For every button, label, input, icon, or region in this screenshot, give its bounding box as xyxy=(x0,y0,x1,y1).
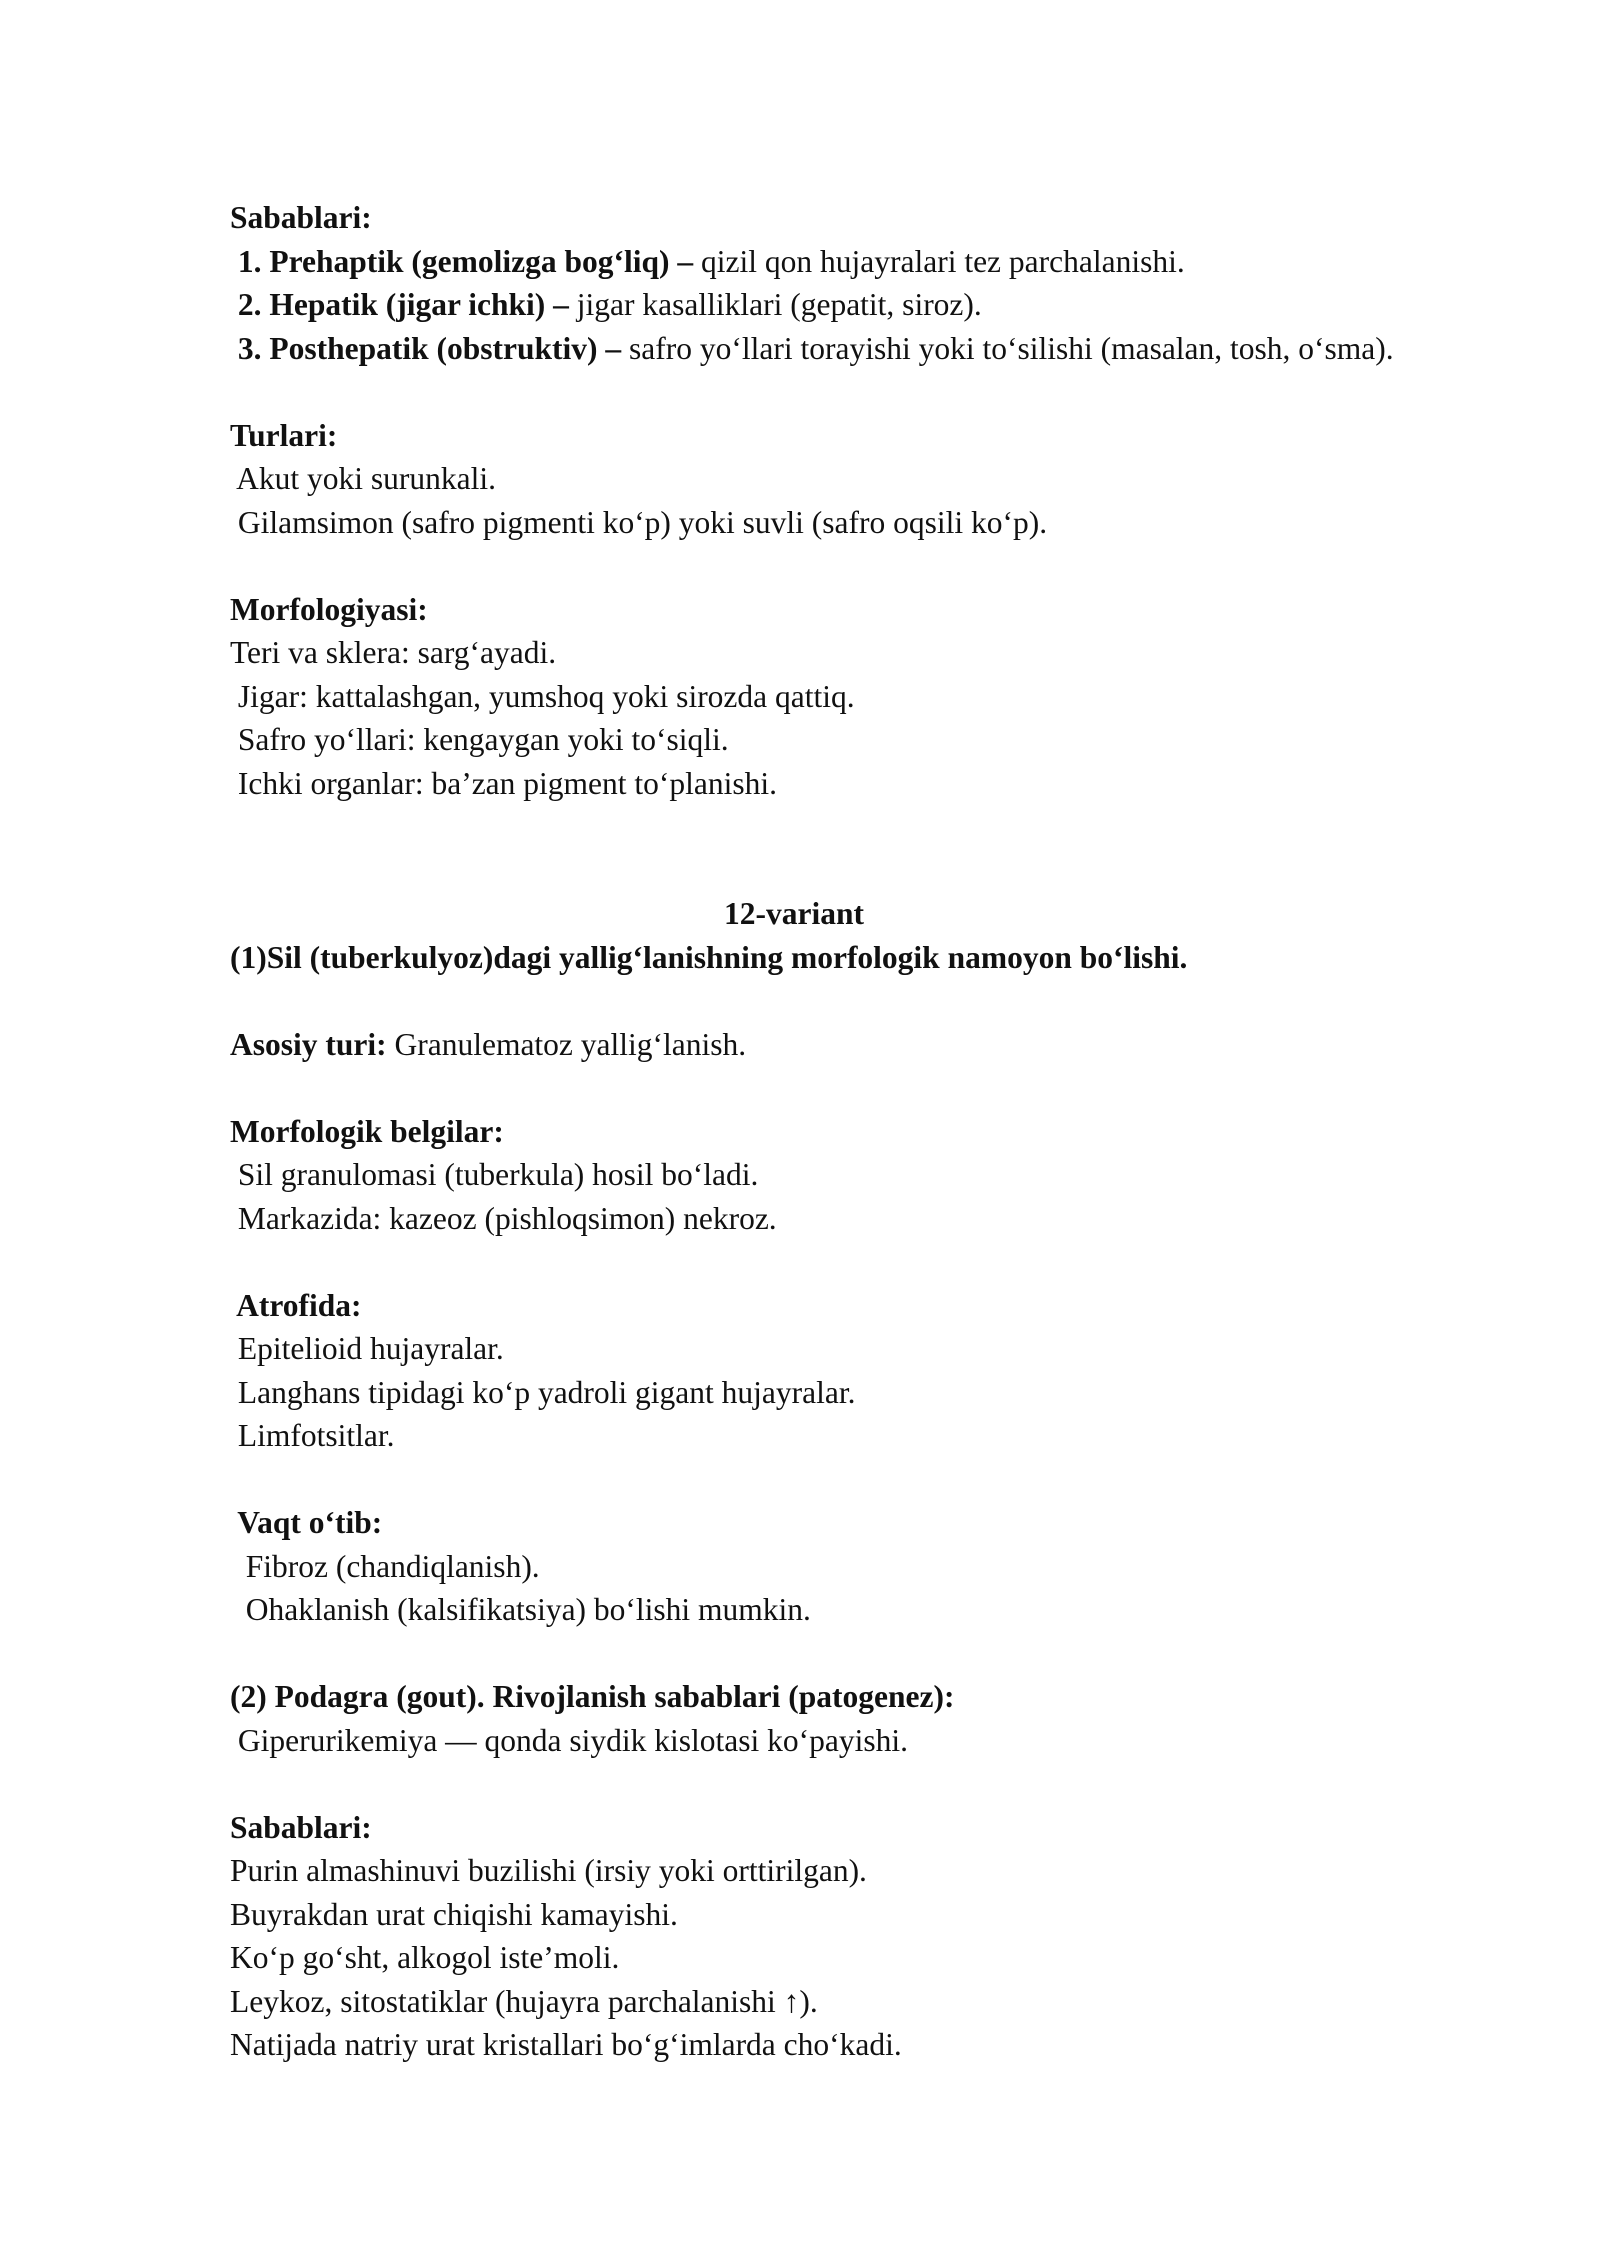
signs-line: Markazida: kazeoz (pishloqsimon) nekroz. xyxy=(230,1200,777,1236)
types-line: Gilamsimon (safro pigmenti ko‘p) yoki suvli (safro oqsili ko‘p). xyxy=(230,504,1048,540)
variant-title: 12-variant xyxy=(724,896,864,931)
spacer xyxy=(230,1458,1430,1502)
around-line: Langhans tipidagi ko‘p yadroli gigant hujayralar. xyxy=(230,1374,856,1410)
around-line: Epitelioid hujayralar. xyxy=(230,1331,504,1366)
cause-item-lead: 2. Hepatik (jigar ichki) – xyxy=(230,287,569,322)
spacer xyxy=(230,1066,1430,1110)
gout-cause-line: Ko‘p go‘sht, alkogol iste’moli. xyxy=(230,1940,620,1975)
main-type-value: Granulematoz yallig‘lanish. xyxy=(386,1026,747,1062)
gout-causes-heading: Sabablari: xyxy=(230,1809,372,1845)
morphology-line: Safro yo‘llari: kengaygan yoki to‘siqli. xyxy=(230,722,729,757)
spacer xyxy=(230,1632,1430,1676)
cause-item-hepatic xyxy=(230,283,1430,327)
signs-heading: Morfologik belgilar: xyxy=(230,1113,504,1149)
around-line: Limfotsitlar. xyxy=(230,1418,395,1453)
morphology-line: Ichki organlar: ba’zan pigment to‘planishi. xyxy=(230,765,778,801)
signs-line: Sil granulomasi (tuberkula) hosil bo‘ladi. xyxy=(230,1157,759,1192)
gout-cause-line: Purin almashinuvi buzilishi (irsiy yoki orttirilgan). xyxy=(230,1853,867,1888)
types-heading: Turlari: xyxy=(230,417,338,453)
cause-item-text: jigar kasalliklari (gepatit, siroz). xyxy=(568,287,982,322)
gout-cause-line: Leykoz, sitostatiklar (hujayra parchalanishi ↑). xyxy=(230,1983,818,2019)
cause-item-lead: 1. Prehaptik (gemolizga bog‘liq) – xyxy=(230,243,694,279)
cause-item-text: safro yo‘llari torayishi yoki to‘silishi (masalan, tosh, o‘sma). xyxy=(621,330,1394,366)
cause-item-text: qizil qon hujayralari tez parchalanishi. xyxy=(693,243,1185,279)
causes-heading: Sabablari: xyxy=(230,200,372,235)
main-type-label: Asosiy turi: xyxy=(230,1026,387,1062)
question-1-title: (1)Sil (tuberkulyoz)dagi yallig‘lanishning morfologik namoyon bo‘lishi. xyxy=(230,939,1188,975)
spacer xyxy=(230,805,1430,892)
around-heading: Atrofida: xyxy=(230,1287,362,1323)
document-body xyxy=(230,196,1430,2067)
gout-cause-line: Buyrakdan urat chiqishi kamayishi. xyxy=(230,1896,678,1932)
gout-heading: (2) Podagra (gout). Rivojlanish sabablari (patogenez): xyxy=(230,1679,955,1714)
cause-item-posthepatic xyxy=(230,327,1410,371)
gout-cause-line: Natijada natriy urat kristallari bo‘g‘imlarda cho‘kadi. xyxy=(230,2027,902,2062)
spacer xyxy=(230,544,1430,588)
types-line: Akut yoki surunkali. xyxy=(230,461,496,496)
over-time-line: Ohaklanish (kalsifikatsiya) bo‘lishi mumkin. xyxy=(230,1592,811,1627)
main-type-line xyxy=(230,1023,1430,1067)
over-time-heading: Vaqt o‘tib: xyxy=(230,1505,383,1540)
spacer xyxy=(230,1240,1430,1284)
spacer xyxy=(230,370,1430,414)
spacer xyxy=(230,979,1430,1023)
spacer xyxy=(230,1762,1430,1806)
over-time-line: Fibroz (chandiqlanish). xyxy=(230,1548,540,1584)
morphology-heading: Morfologiyasi: xyxy=(230,591,428,627)
cause-item-lead: 3. Posthepatik (obstruktiv) – xyxy=(230,330,622,366)
morphology-line: Teri va sklera: sarg‘ayadi. xyxy=(230,635,557,670)
morphology-line: Jigar: kattalashgan, yumshoq yoki sirozda qattiq. xyxy=(230,678,855,714)
cause-item-prehepatic xyxy=(230,240,1430,284)
gout-line: Giperurikemiya — qonda siydik kislotasi ko‘payishi. xyxy=(230,1722,909,1758)
